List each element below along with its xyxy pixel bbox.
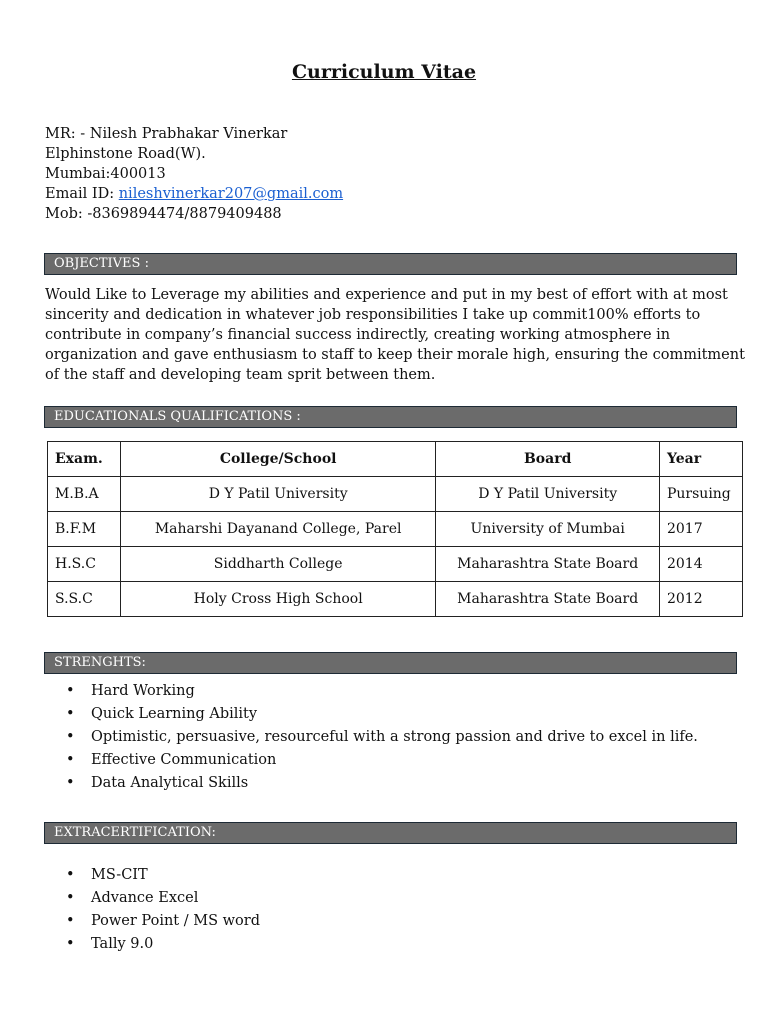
objectives-heading: OBJECTIVES : xyxy=(44,253,737,275)
education-table xyxy=(47,441,743,617)
column-header-year: Year xyxy=(659,442,742,477)
objective-text: Would Like to Leverage my abilities and experience and put in my best of effort with at most sincerity and dedication in whatever job responsibilities I take up commit100% efforts to contribute in company’s financial success indirectly, creating working atmosphere in organization and gave enthusiasm to staff to keep their morale high, ensuring the commitment of the staff and developing team sprit between them. xyxy=(45,287,745,383)
address-line-1: Elphinstone Road(W). xyxy=(45,146,206,162)
list-item: • MS-CIT xyxy=(64,864,260,887)
document-title: Curriculum Vitae xyxy=(291,61,477,83)
education-heading: EDUCATIONALS QUALIFICATIONS : xyxy=(44,406,737,428)
strengths-list xyxy=(64,680,698,795)
table-header-row xyxy=(48,442,743,477)
cell-year: 2012 xyxy=(659,582,742,617)
strengths-heading: STRENGHTS: xyxy=(44,652,737,674)
cell-exam: S.S.C xyxy=(48,582,121,617)
cell-exam: B.F.M xyxy=(48,512,121,547)
list-item: • Hard Working xyxy=(64,680,698,703)
cell-board: University of Mumbai xyxy=(436,512,660,547)
list-item: • Power Point / MS word xyxy=(64,910,260,933)
table-row xyxy=(48,477,743,512)
list-item: • Optimistic, persuasive, resourceful with a strong passion and drive to excel in life. xyxy=(64,726,698,749)
table-row xyxy=(48,582,743,617)
cell-college: Siddharth College xyxy=(120,547,435,582)
cell-year: 2017 xyxy=(659,512,742,547)
cell-college: Holy Cross High School xyxy=(120,582,435,617)
table-row xyxy=(48,512,743,547)
cell-board: Maharashtra State Board xyxy=(436,582,660,617)
list-item: • Advance Excel xyxy=(64,887,260,910)
list-item: • Data Analytical Skills xyxy=(64,772,698,795)
column-header-college: College/School xyxy=(120,442,435,477)
column-header-exam: Exam. xyxy=(48,442,121,477)
list-item: • Effective Communication xyxy=(64,749,698,772)
extra-certification-heading: EXTRACERTIFICATION: xyxy=(44,822,737,844)
email-label: Email ID: xyxy=(45,186,119,202)
list-item: • Quick Learning Ability xyxy=(64,703,698,726)
cell-year: Pursuing xyxy=(659,477,742,512)
cell-year: 2014 xyxy=(659,547,742,582)
address-line-2: Mumbai:400013 xyxy=(45,166,166,182)
cell-college: Maharshi Dayanand College, Parel xyxy=(120,512,435,547)
column-header-board: Board xyxy=(436,442,660,477)
cell-college: D Y Patil University xyxy=(120,477,435,512)
certification-list xyxy=(64,864,260,956)
list-item: • Tally 9.0 xyxy=(64,933,260,956)
cell-board: Maharashtra State Board xyxy=(436,547,660,582)
cell-board: D Y Patil University xyxy=(436,477,660,512)
email-link[interactable]: nileshvinerkar207@gmail.com xyxy=(118,186,344,202)
name-line: MR: - Nilesh Prabhakar Vinerkar xyxy=(45,126,288,142)
contact-block xyxy=(45,124,343,224)
email-line xyxy=(45,184,343,204)
cell-exam: H.S.C xyxy=(48,547,121,582)
mobile-line: Mob: -8369894474/8879409488 xyxy=(45,206,282,222)
cell-exam: M.B.A xyxy=(48,477,121,512)
table-row xyxy=(48,547,743,582)
